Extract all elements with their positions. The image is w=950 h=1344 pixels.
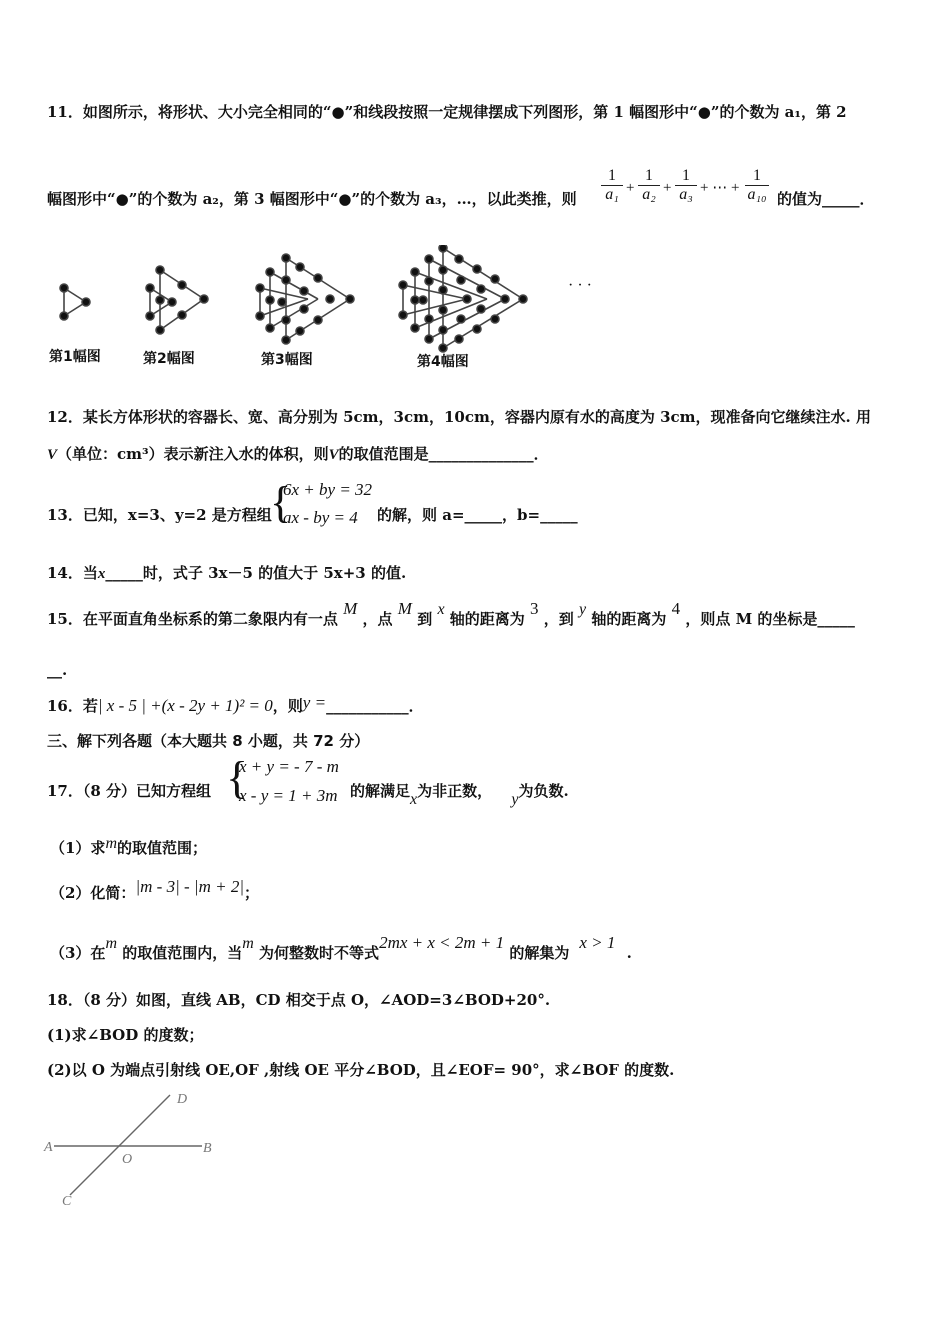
figure-4-caption: 第4幅图 bbox=[417, 354, 469, 370]
q12-line1: 12．某长方体形状的容器长、宽、高分别为 5cm，3cm，10cm，容器内原有水的高度为 3cm，现准备向它继续注水. 用 bbox=[47, 408, 871, 426]
figure-1-caption: 第1幅图 bbox=[49, 349, 101, 365]
q11-more-ellipsis: · · · bbox=[568, 277, 592, 294]
q11-ellipsis: + ⋯ + bbox=[700, 180, 740, 196]
q18-line1: 18．（8 分）如图，直线 AB，CD 相交于点 O，∠AOD=3∠BOD+20°. bbox=[47, 991, 551, 1009]
figure-3-caption: 第3幅图 bbox=[261, 352, 313, 368]
figure-1 bbox=[60, 284, 90, 320]
q13-prefix: 13．已知，x=3、y=2 是方程组 bbox=[47, 506, 272, 524]
q13-eq2: ax - by = 4 bbox=[283, 508, 358, 527]
q11-line1: 11．如图所示，将形状、大小完全相同的“●”和线段按照一定规律摆成下列图形，第 1 幅图形中“●”的个数为 a₁，第 2 bbox=[47, 103, 847, 121]
q11-frac-2: 1 a₂ bbox=[638, 167, 660, 204]
q13-suffix: 的解，则 a=_____，b=_____ bbox=[377, 506, 578, 524]
q17-eq2: x - y = 1 + 3m bbox=[239, 786, 338, 805]
q17-brace: { bbox=[226, 752, 249, 803]
answer-blank[interactable]: ______________． bbox=[428, 445, 549, 463]
answer-blank[interactable]: ___________． bbox=[326, 697, 424, 715]
q17-sub2: （2）化简：|m - 3| - |m + 2|； bbox=[50, 877, 260, 902]
label-B: B bbox=[203, 1141, 212, 1156]
q17-condition: 的解满足x为非正数， y为负数. bbox=[350, 782, 569, 808]
q11-frac-3: 1 a₃ bbox=[675, 167, 697, 204]
q11-line2-end: 的值为_____． bbox=[777, 190, 875, 208]
q15-line1: 15．在平面直角坐标系的第二象限内有一点 M ，点 M 到 x 轴的距离为 3 ，到 y 轴的距离为 4 ，则点 M 的坐标是_____ bbox=[47, 599, 855, 628]
q18-line2: (1)求∠BOD 的度数； bbox=[47, 1026, 204, 1044]
q17-sub1: （1）求m的取值范围； bbox=[50, 835, 208, 857]
figure-3 bbox=[256, 254, 354, 344]
q16-line: 16．若| x - 5 | +(x - 2y + 1)² = 0，则y =___________． bbox=[47, 693, 424, 715]
q17-prefix: 17．（8 分）已知方程组 bbox=[47, 782, 212, 800]
label-O: O bbox=[122, 1152, 133, 1167]
label-D: D bbox=[177, 1092, 188, 1107]
q14-line: 14．当x_____时，式子 3x－5 的值大于 5x+3 的值. bbox=[47, 564, 407, 582]
section-3-heading: 三、解下列各题（本大题共 8 小题，共 72 分） bbox=[47, 732, 370, 750]
q13-eq1: 6x + by = 32 bbox=[283, 480, 373, 499]
q11-frac-1: 1 a₁ bbox=[601, 167, 623, 204]
q18-line3: (2)以 O 为端点引射线 OE,OF ,射线 OE 平分∠BOD，且∠EOF= 90°，求∠BOF 的度数. bbox=[47, 1061, 675, 1079]
line-CD bbox=[70, 1095, 170, 1195]
q11-plus-1: + bbox=[626, 180, 635, 196]
figure-2-caption: 第2幅图 bbox=[143, 351, 195, 367]
q18-diagram bbox=[40, 1085, 240, 1215]
figure-2 bbox=[146, 266, 208, 334]
label-A: A bbox=[44, 1140, 53, 1155]
q11-frac-10: 1 a₁₀ bbox=[745, 167, 769, 204]
q11-figures bbox=[40, 245, 660, 355]
q12-line2: V（单位：cm³）表示新注入水的体积，则V的取值范围是______________． bbox=[47, 445, 549, 463]
q11-line2: 幅图形中“●”的个数为 a₂，第 3 幅图形中“●”的个数为 a₃，…，以此类推，则 bbox=[47, 190, 577, 208]
q17-eq1: x + y = - 7 - m bbox=[239, 757, 339, 776]
answer-blank[interactable]: _____． bbox=[822, 190, 875, 208]
q17-sub3: （3）在m 的取值范围内，当m 为何整数时不等式2mx + x < 2m + 1 的解集为x > 1 . bbox=[50, 933, 632, 962]
label-C: C bbox=[62, 1194, 72, 1209]
q13-brace: { bbox=[270, 478, 292, 527]
q15-line2: __. bbox=[47, 661, 68, 679]
q11-plus-2: + bbox=[663, 180, 672, 196]
figure-4 bbox=[399, 245, 527, 352]
